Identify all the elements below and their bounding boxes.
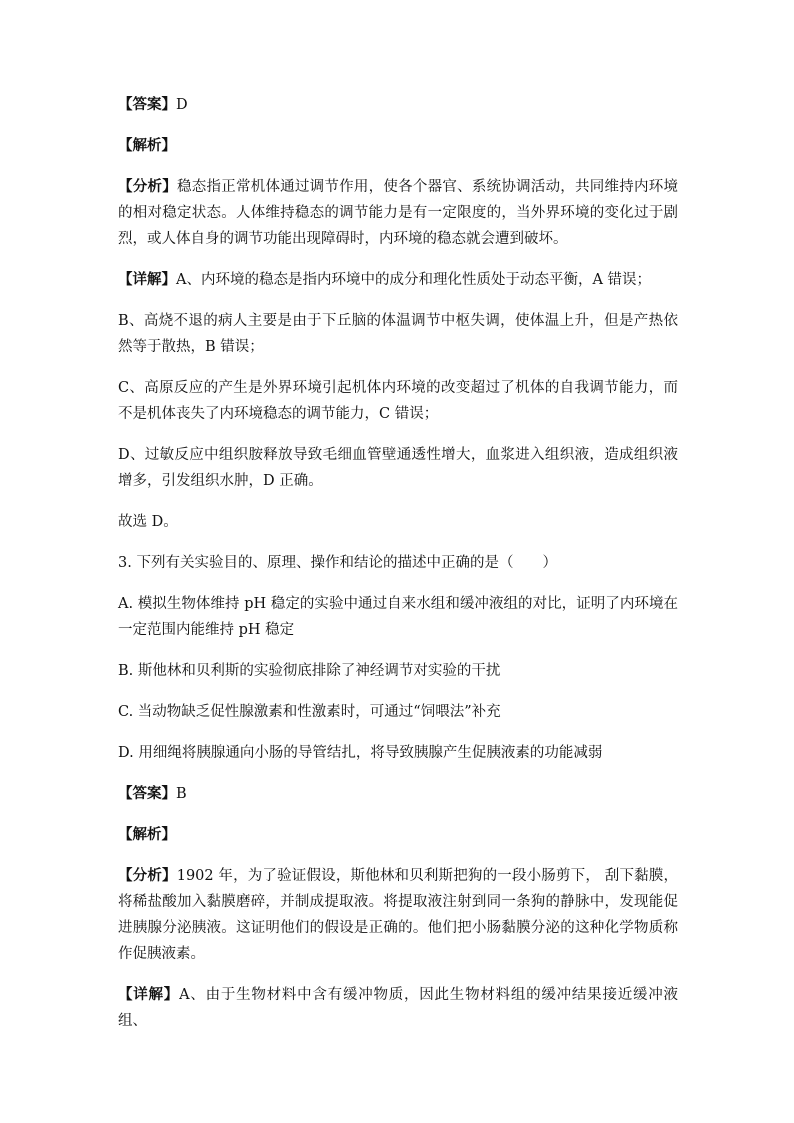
analysis-tag-q3: 【分析】 [118, 867, 177, 884]
analysis-tag: 【分析】 [118, 178, 177, 195]
analysis-heading-q3: 【解析】 [118, 826, 176, 843]
answer-tag: 【答案】 [118, 96, 176, 113]
detail-tag: 【详解】 [118, 271, 176, 288]
option-c: C. 当动物缺乏促性腺激素和性激素时，可通过“饲喂法”补充 [118, 704, 501, 720]
document-page [118, 92, 678, 1049]
detail-paragraph-b: B、高烧不退的病人主要是由于下丘脑的体温调节中枢失调，使体温上升，但是产热依然等于散热，B 错误； [118, 313, 678, 355]
analysis-paragraph-q3 [118, 863, 678, 967]
detail-text-a: A、内环境的稳态是指内环境中的成分和理化性质处于动态平衡，A 错误； [176, 272, 652, 288]
option-a: A. 模拟生物体维持 pH 稳定的实验中通过自来水组和缓冲液组的对比，证明了内环境在一定范围内能维持 pH 稳定 [118, 596, 678, 638]
answer-tag-q3: 【答案】 [118, 785, 176, 802]
detail-paragraph-a [118, 267, 678, 293]
analysis-heading: 【解析】 [118, 137, 176, 154]
question-3: 3. 下列有关实验目的、原理、操作和结论的描述中正确的是（ ） [118, 555, 557, 571]
detail-tag-q3: 【详解】 [118, 986, 180, 1003]
detail-text-q3: A、由于生物材料中含有缓冲物质，因此生物材料组的缓冲结果接近缓冲液组、 [118, 987, 679, 1029]
option-b: B. 斯他林和贝利斯的实验彻底排除了神经调节对实验的干扰 [118, 663, 501, 679]
analysis-paragraph [118, 174, 678, 252]
detail-paragraph-d: D、过敏反应中组织胺释放导致毛细血管壁通透性增大，血浆进入组织液，造成组织液增多，引发组织水肿，D 正确。 [118, 447, 678, 489]
answer-line-q3 [118, 781, 678, 807]
detail-paragraph-q3 [118, 982, 678, 1034]
analysis-text: 稳态指正常机体通过调节作用，使各个器官、系统协调活动，共同维持内环境的相对稳定状态。人体维持稳态的调节能力是有一定限度的，当外界环境的变化过于剧烈，或人体自身的调节功能出现障碍时，内环境的稳态就会遭到破坏。 [118, 179, 679, 247]
answer-value-q3: B [176, 786, 187, 802]
detail-paragraph-c: C、高原反应的产生是外界环境引起机体内环境的改变超过了机体的自我调节能力，而不是机体丧失了内环境稳态的调节能力，C 错误； [118, 380, 678, 422]
answer-value: D [176, 97, 188, 113]
answer-line [118, 92, 678, 118]
option-d: D. 用细绳将胰腺通向小肠的导管结扎，将导致胰腺产生促胰液素的功能减弱 [118, 745, 603, 761]
analysis-text-q3: 1902 年，为了验证假设，斯他林和贝利斯把狗的一段小肠剪下， 刮下黏膜，将稀盐酸加入黏膜磨碎，并制成提取液。将提取液注射到同一条狗的静脉中，发现能促进胰腺分泌胰液。这证明他们的假设是正确的。他们把小肠黏膜分泌的这种化学物质称作促胰液素。 [118, 868, 679, 962]
conclusion-line: 故选 D。 [118, 514, 178, 530]
